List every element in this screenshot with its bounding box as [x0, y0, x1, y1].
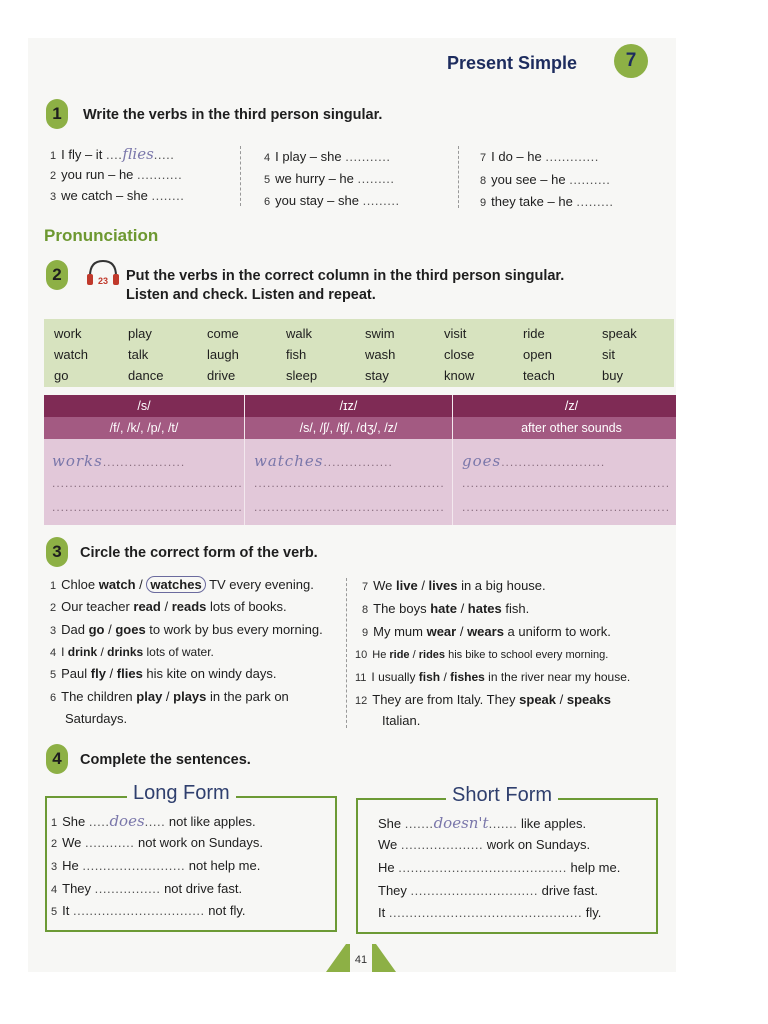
option-b[interactable]: wears — [467, 624, 504, 639]
verb-word: wash — [365, 347, 396, 362]
option-a[interactable]: go — [88, 622, 105, 637]
page-title: Present Simple — [446, 53, 577, 73]
verb-word: swim — [365, 326, 395, 341]
ex1-separator — [458, 146, 459, 208]
verb-word: fish — [286, 347, 307, 362]
long-form-title: Long Form — [127, 782, 236, 805]
sound-header-row — [44, 395, 676, 417]
verb-word: walk — [286, 326, 313, 341]
option-b[interactable]: reads — [171, 599, 207, 614]
ex1-item-6[interactable]: 6 you stay – she ......... — [264, 193, 400, 208]
sound-subheader-row — [44, 417, 676, 439]
option-b[interactable]: fishes — [450, 670, 485, 684]
verb-word: teach — [523, 368, 555, 383]
exercise-2-badge: 2 — [46, 260, 68, 290]
ex3-item-7: 7 We live / lives in a big house. — [362, 578, 546, 593]
option-a[interactable]: hate — [430, 601, 457, 616]
ex3-item-4: 4 I drink / drinks lots of water. — [50, 645, 214, 659]
long-form-box — [45, 782, 337, 932]
verb-word: watch — [54, 347, 88, 362]
ex1-item-4[interactable]: 4 I play – she ........... — [264, 149, 391, 164]
option-b[interactable]: lives — [428, 578, 458, 593]
ex3-item-1: 1 Chloe watch / watches TV every evening. — [50, 577, 314, 592]
s-column-entry[interactable]: ............................................ — [52, 476, 243, 490]
verb-word: speak — [602, 326, 637, 341]
exercise-4-instruction: Complete the sentences. — [80, 752, 251, 768]
ex1-answer-1: flies — [122, 145, 154, 163]
ex3-item-6-continued: Saturdays. — [65, 711, 128, 726]
option-a[interactable]: watch — [98, 577, 136, 592]
verb-word: play — [128, 326, 152, 341]
ex3-item-10: 10 He ride / rides his bike to school every morning. — [355, 649, 609, 661]
ex3-item-12: 12 They are from Italy. They speak / speaks — [355, 692, 611, 707]
short-form-item-3[interactable]: He ......................................... help me. — [378, 860, 621, 875]
verb-word: close — [444, 347, 475, 362]
ex3-item-3: 3 Dad go / goes to work by bus every morning. — [50, 622, 323, 637]
option-b[interactable]: flies — [116, 666, 143, 681]
verb-word: work — [54, 326, 82, 341]
option-b[interactable]: goes — [115, 622, 146, 637]
sound-rule-z: after other sounds — [521, 421, 622, 435]
sound-header-iz: /ɪz/ — [339, 399, 358, 413]
verb-word: ride — [523, 326, 545, 341]
option-a[interactable]: drink — [67, 645, 98, 659]
short-form-item-2[interactable]: We .................... work on Sundays. — [378, 837, 591, 852]
option-a[interactable]: fish — [418, 670, 441, 684]
ex3-item-6: 6 The children play / plays in the park on — [50, 689, 289, 704]
ex3-item-9: 9 My mum wear / wears a uniform to work. — [362, 624, 611, 639]
ex1-item-1[interactable]: 1 I fly – it ....flies..... — [50, 145, 175, 163]
exercise-4-badge: 4 — [46, 744, 68, 774]
option-a[interactable]: fly — [90, 666, 106, 681]
option-b[interactable]: hates — [467, 601, 502, 616]
sound-header-z: /z/ — [564, 399, 579, 413]
short-form-item-5[interactable]: It ............................................... fly. — [378, 905, 602, 920]
verb-word: laugh — [207, 347, 239, 362]
verb-word: sleep — [286, 368, 318, 383]
sound-header-s: /s/ — [137, 399, 151, 413]
z-column-entry[interactable]: goes........................ — [462, 452, 606, 470]
workbook-page — [28, 38, 676, 972]
option-a[interactable]: play — [136, 689, 163, 704]
option-a[interactable]: live — [396, 578, 418, 593]
column-divider — [244, 395, 245, 525]
long-form-answer-1: does — [109, 812, 145, 830]
z-column-entry[interactable]: ................................................ — [462, 476, 671, 490]
ex1-item-9[interactable]: 9 they take – he ......... — [480, 194, 614, 209]
iz-column-entry[interactable]: watches................ — [254, 452, 393, 470]
verb-word: know — [444, 368, 475, 383]
sound-rule-s: /f/, /k/, /p/, /t/ — [109, 421, 179, 435]
exercise-3-instruction: Circle the correct form of the verb. — [80, 545, 318, 561]
ex1-separator — [240, 146, 241, 206]
option-a[interactable]: read — [133, 599, 161, 614]
pronunciation-heading: Pronunciation — [44, 226, 159, 245]
sound-rule-iz: /s/, /ʃ/, /tʃ/, /dʒ/, /z/ — [299, 421, 398, 435]
ex1-item-2[interactable]: 2 you run – he ........... — [50, 167, 183, 182]
audio-track-number: 23 — [97, 276, 109, 286]
option-b[interactable]: rides — [418, 649, 446, 661]
exercise-1-badge: 1 — [46, 99, 68, 129]
short-form-item-4[interactable]: They ............................... drive fast. — [378, 883, 598, 898]
verb-word: talk — [128, 347, 149, 362]
ex1-item-7[interactable]: 7 I do – he ............. — [480, 149, 599, 164]
s-column-entry[interactable]: ............................................ — [52, 500, 243, 514]
verb-word: visit — [444, 326, 467, 341]
verb-word: drive — [207, 368, 236, 383]
ex3-item-12-continued: Italian. — [382, 713, 421, 728]
ex1-item-3[interactable]: 3 we catch – she ........ — [50, 188, 185, 203]
ex1-item-5[interactable]: 5 we hurry – he ......... — [264, 171, 395, 186]
long-form-item-2[interactable]: 2 We ............ not work on Sundays. — [51, 835, 264, 850]
verb-word: stay — [365, 368, 389, 383]
z-column-entry[interactable]: ................................................ — [462, 500, 671, 514]
long-form-item-4[interactable]: 4 They ................ not drive fast. — [51, 881, 243, 896]
exercise-1-instruction: Write the verbs in the third person singular. — [83, 107, 383, 123]
ex3-item-8: 8 The boys hate / hates fish. — [362, 601, 530, 616]
verb-word: buy — [602, 368, 623, 383]
short-form-title: Short Form — [446, 784, 558, 807]
option-a[interactable]: ride — [389, 649, 410, 661]
iz-column-entry[interactable]: ............................................ — [254, 476, 445, 490]
unit-badge: 7 — [614, 44, 648, 78]
option-b[interactable]: drinks — [107, 645, 144, 659]
verb-bank — [44, 319, 674, 387]
ex3-separator — [346, 578, 347, 728]
ex3-item-5: 5 Paul fly / flies his kite on windy days. — [50, 666, 277, 681]
short-form-answer-1: doesn't — [433, 814, 489, 832]
option-b[interactable]: plays — [173, 689, 207, 704]
column-divider — [452, 395, 453, 525]
long-form-item-5[interactable]: 5 It ................................ not fly. — [51, 903, 246, 918]
page-number: 41 — [354, 954, 368, 966]
s-column-entry[interactable]: works................... — [52, 452, 186, 470]
long-form-item-3[interactable]: 3 He ......................... not help me. — [51, 858, 261, 873]
option-b-circled[interactable]: watches — [146, 576, 205, 593]
ex3-item-2: 2 Our teacher read / reads lots of books. — [50, 599, 287, 614]
page-number-tab — [326, 942, 396, 972]
verb-word: sit — [602, 347, 615, 362]
short-form-item-1[interactable]: She .......doesn't....... like apples. — [378, 814, 587, 832]
ex3-item-11: 11 I usually fish / fishes in the river near my house. — [355, 670, 631, 684]
headphones-icon[interactable] — [85, 258, 121, 288]
short-form-box — [356, 784, 658, 934]
ex1-item-8[interactable]: 8 you see – he .......... — [480, 172, 611, 187]
option-b[interactable]: speaks — [566, 692, 611, 707]
long-form-item-1[interactable]: 1 She .....does..... not like apples. — [51, 812, 256, 830]
iz-column-entry[interactable]: ............................................ — [254, 500, 445, 514]
verb-word: come — [207, 326, 239, 341]
option-a[interactable]: speak — [519, 692, 557, 707]
exercise-2-instruction-2: Listen and check. Listen and repeat. — [126, 287, 376, 303]
exercise-2-instruction-1: Put the verbs in the correct column in the third person singular. — [126, 268, 565, 284]
sound-table — [44, 395, 676, 525]
option-a[interactable]: wear — [426, 624, 457, 639]
verb-word: go — [54, 368, 69, 383]
verb-word: open — [523, 347, 552, 362]
exercise-3-badge: 3 — [46, 537, 68, 567]
verb-word: dance — [128, 368, 164, 383]
